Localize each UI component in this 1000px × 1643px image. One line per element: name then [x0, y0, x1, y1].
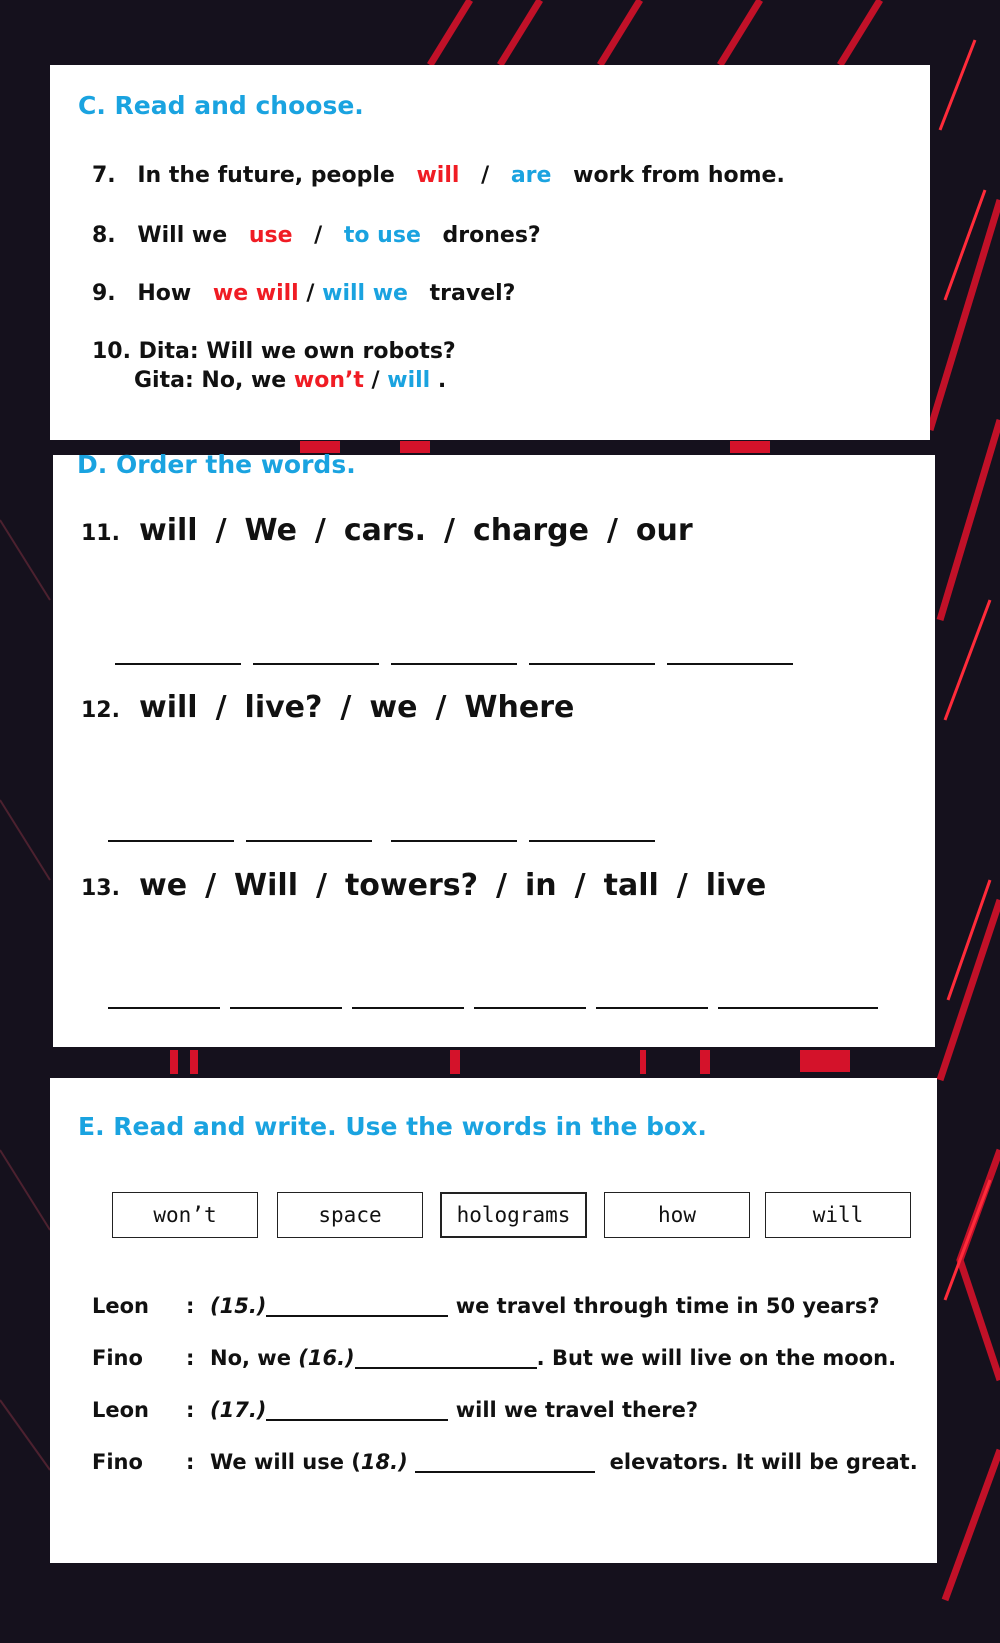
- speaker-name: Leon: [92, 1294, 150, 1318]
- answer-blank[interactable]: [266, 1417, 448, 1421]
- question-number: 7.: [92, 163, 116, 188]
- question-text-end: work from home.: [573, 163, 785, 188]
- speaker-name: Fino: [92, 1346, 143, 1370]
- option-will[interactable]: will: [387, 368, 431, 393]
- speaker-colon: :: [186, 1398, 195, 1422]
- section-c-panel: [50, 65, 930, 440]
- answer-blank[interactable]: [596, 1007, 708, 1009]
- question-number: 9.: [92, 281, 116, 306]
- question-text-end: travel?: [429, 281, 516, 306]
- dialogue-line-18: [92, 1450, 918, 1474]
- option-we-will[interactable]: we will: [212, 281, 299, 306]
- answer-blank[interactable]: [391, 840, 517, 842]
- answer-blank[interactable]: [352, 1007, 464, 1009]
- option-will-we[interactable]: will we: [322, 281, 408, 306]
- question-text-end: drones?: [442, 223, 541, 248]
- question-number: 11.: [81, 521, 120, 546]
- scrambled-word: charge: [472, 513, 589, 548]
- scrambled-word: towers?: [344, 868, 479, 903]
- question-text: Will we: [137, 223, 228, 248]
- answer-blank[interactable]: [266, 1313, 448, 1317]
- dialogue-text: . But we will live on the moon.: [536, 1346, 897, 1370]
- question-11: 11. will / We / cars. / charge / our: [81, 513, 693, 548]
- answer-blank[interactable]: [108, 840, 234, 842]
- scrambled-word: live?: [244, 690, 323, 725]
- option-separator: /: [314, 223, 323, 248]
- option-separator: /: [371, 368, 380, 393]
- question-9: [92, 281, 515, 306]
- question-text: Dita: Will we own robots?: [138, 339, 456, 364]
- question-7: [92, 163, 785, 188]
- speaker-colon: :: [186, 1450, 195, 1474]
- answer-blank[interactable]: [415, 1469, 595, 1473]
- section-d-heading: D. Order the words.: [77, 450, 356, 479]
- question-text: Gita: No, we: [134, 368, 287, 393]
- speaker-name: Leon: [92, 1398, 150, 1422]
- answer-blank[interactable]: [667, 663, 793, 665]
- question-number: 10.: [92, 339, 131, 364]
- option-use[interactable]: use: [248, 223, 293, 248]
- scrambled-word: we: [139, 868, 188, 903]
- word-box-holograms: holograms: [440, 1192, 587, 1238]
- dialogue-text: elevators. It will be great.: [609, 1450, 918, 1474]
- scrambled-word: cars.: [343, 513, 426, 548]
- dialogue-text: we travel through time in 50 years?: [455, 1294, 880, 1318]
- scrambled-word: we: [369, 690, 418, 725]
- answer-blank[interactable]: [246, 840, 372, 842]
- scrambled-word: will: [139, 690, 198, 725]
- option-separator: /: [481, 163, 490, 188]
- scrambled-word: We: [244, 513, 297, 548]
- dialogue-line-17: [92, 1398, 698, 1422]
- scrambled-word: Where: [464, 690, 575, 725]
- question-8: [92, 223, 541, 248]
- answer-blank[interactable]: [108, 1007, 220, 1009]
- question-text: How: [137, 281, 192, 306]
- option-wont[interactable]: won’t: [293, 368, 364, 393]
- word-box-space: space: [277, 1192, 423, 1238]
- section-c-heading: C. Read and choose.: [78, 91, 364, 120]
- dialogue-line-15: [92, 1294, 880, 1318]
- blank-number: 18.): [360, 1450, 408, 1474]
- scrambled-word: tall: [603, 868, 659, 903]
- option-to-use[interactable]: to use: [343, 223, 421, 248]
- scrambled-word: Will: [234, 868, 298, 903]
- answer-blank[interactable]: [355, 1365, 537, 1369]
- answer-blank[interactable]: [529, 840, 655, 842]
- section-e-panel: [50, 1078, 937, 1563]
- answer-blank[interactable]: [474, 1007, 586, 1009]
- question-number: 12.: [81, 698, 120, 723]
- dialogue-text: No, we: [210, 1346, 291, 1370]
- word-box-wont: won’t: [112, 1192, 258, 1238]
- answer-blank[interactable]: [391, 663, 517, 665]
- answer-blank[interactable]: [718, 1007, 878, 1009]
- question-12: 12. will / live? / we / Where: [81, 690, 575, 725]
- question-text: In the future, people: [137, 163, 395, 188]
- question-number: 8.: [92, 223, 116, 248]
- word-box-how: how: [604, 1192, 750, 1238]
- speaker-name: Fino: [92, 1450, 143, 1474]
- dialogue-line-16: [92, 1346, 896, 1370]
- question-10-line-1: [92, 339, 456, 364]
- blank-number: (17.): [210, 1398, 267, 1422]
- answer-blank[interactable]: [529, 663, 655, 665]
- scrambled-word: will: [139, 513, 198, 548]
- option-will[interactable]: will: [416, 163, 460, 188]
- scrambled-word: live: [705, 868, 767, 903]
- blank-number: (15.): [210, 1294, 267, 1318]
- answer-blank[interactable]: [230, 1007, 342, 1009]
- question-number: 13.: [81, 876, 120, 901]
- dialogue-text: will we travel there?: [455, 1398, 698, 1422]
- scrambled-word: our: [635, 513, 693, 548]
- question-10-line-2: [134, 368, 446, 393]
- section-d-panel: [53, 450, 935, 1047]
- word-box-will: will: [765, 1192, 911, 1238]
- option-are[interactable]: are: [510, 163, 552, 188]
- question-13: 13. we / Will / towers? / in / tall / live: [81, 868, 767, 903]
- answer-blank[interactable]: [115, 663, 241, 665]
- speaker-colon: :: [186, 1294, 195, 1318]
- section-e-heading: E. Read and write. Use the words in the box.: [78, 1112, 707, 1141]
- scrambled-word: in: [525, 868, 557, 903]
- speaker-colon: :: [186, 1346, 195, 1370]
- blank-number: (16.): [298, 1346, 355, 1370]
- answer-blank[interactable]: [253, 663, 379, 665]
- option-separator: /: [306, 281, 315, 306]
- question-text-end: .: [437, 368, 447, 393]
- dialogue-text: We will use (: [210, 1450, 361, 1474]
